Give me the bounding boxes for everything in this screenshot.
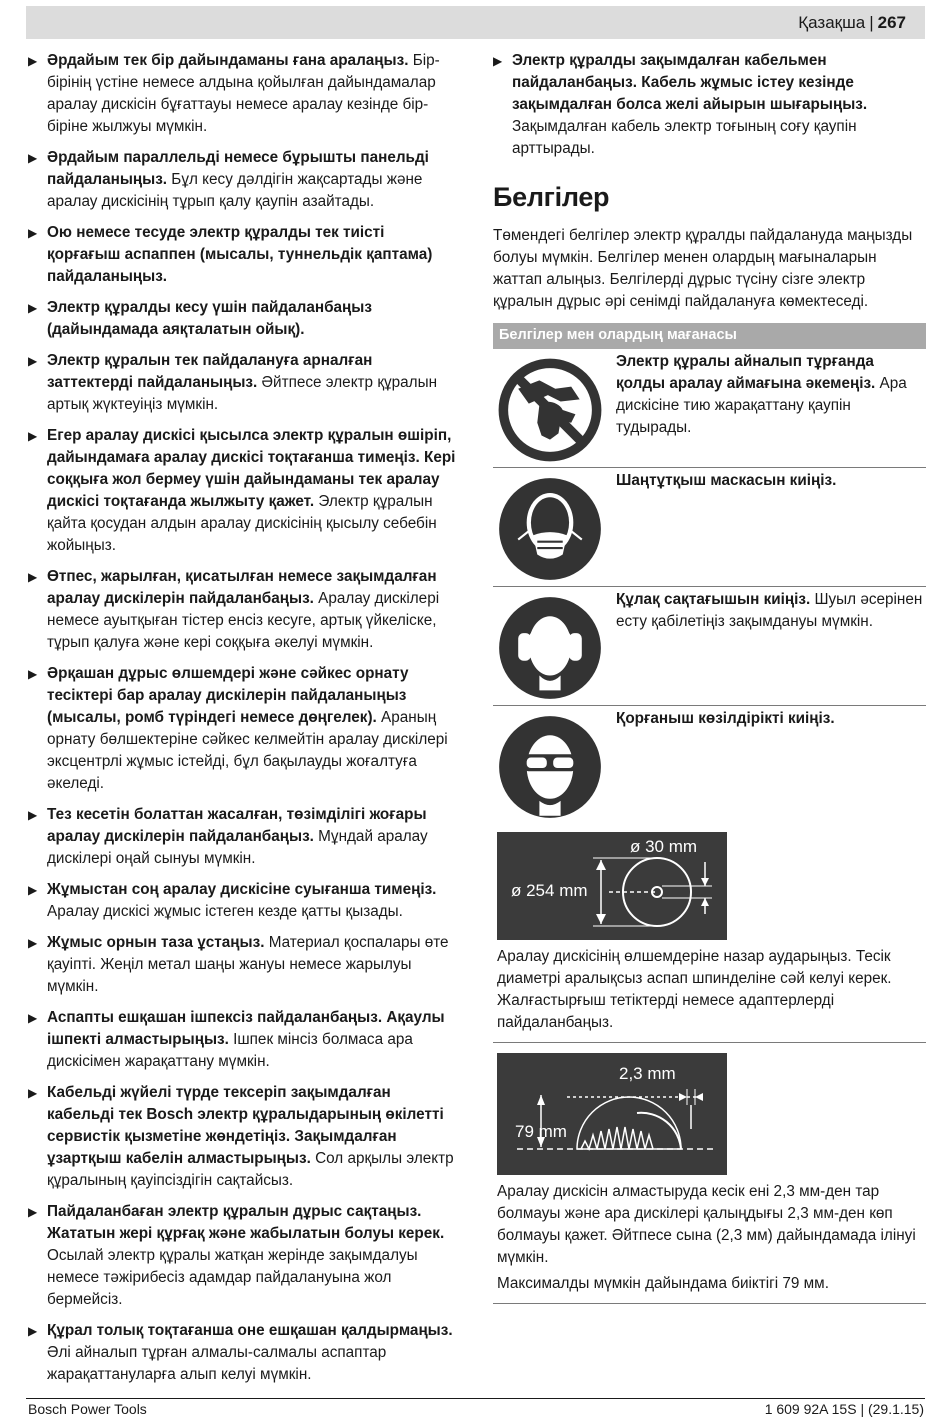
bullet-bold: Ою немесе тесуде электр құралды тек тиісті қорғағыш аспаппен (мысалы, туннельдік қаптама) пайдаланыңыз. bbox=[47, 224, 433, 285]
bullet-bold: Электр құралын тек пайдалануға арналған заттектерді пайдаланыңыз. bbox=[47, 352, 373, 391]
ear-protection-icon bbox=[497, 595, 603, 701]
page-number: 267 bbox=[877, 13, 906, 32]
list-item bbox=[28, 879, 460, 923]
symbol-description bbox=[616, 468, 926, 492]
list-item bbox=[28, 1082, 460, 1192]
bullet-text: Ішпек мінсіз болмаса ара дискісімен жарақаттану мүмкін. bbox=[47, 1031, 413, 1070]
blade-size-block bbox=[493, 824, 926, 1043]
bullet-text: Сол арқылы электр құралының қауіпсіздігін сақтайсыз. bbox=[47, 1150, 454, 1189]
symbol-description bbox=[616, 706, 926, 730]
blade-diameter-diagram bbox=[497, 832, 727, 940]
symbols-table-header: Белгілер мен олардың мағанасы bbox=[493, 323, 926, 349]
bullet-bold: Жұмыс орнын таза ұстаңыз. bbox=[47, 934, 265, 951]
list-item bbox=[28, 566, 460, 654]
symbol-bold: Шаңтұтқыш маскасын киіңіз. bbox=[616, 472, 837, 489]
kerf-diagram bbox=[497, 1053, 727, 1175]
no-hand-icon bbox=[497, 357, 603, 463]
header-bar bbox=[26, 6, 925, 39]
symbol-text: Ара дискісіне тию жарақаттану қаупін тудырады. bbox=[616, 375, 907, 436]
bullet-bold: Аспапты ешқашан ішпексіз пайдаланбаңыз. Ақаулы ішпекті алмастырыңыз. bbox=[47, 1009, 445, 1048]
list-item bbox=[28, 297, 460, 341]
list-item bbox=[28, 1201, 460, 1311]
bullet-bold: Пайдаланбаған электр құралын дұрыс сақтаңыз. Жататын жері құрғақ және жабылатын болуы керек. bbox=[47, 1203, 445, 1242]
footer-doc-number: 1 609 92A 15S | (29.1.15) bbox=[764, 1401, 924, 1417]
footer-brand: Bosch Power Tools bbox=[28, 1401, 147, 1417]
bullet-bold: Тез кесетін болаттан жасалған, төзімділігі жоғары аралау дискілерін пайдаланбаңыз. bbox=[47, 806, 427, 845]
bullet-text: Электр құралын қайта қосудан алдын аралау дискісінің қысылу себебін жойыңыз. bbox=[47, 493, 437, 554]
bullet-bold: Жұмыстан соң аралау дискісіне суығанша тимеңіз. bbox=[47, 881, 437, 898]
bullet-bold: Кабельді жүйелі түрде тексеріп зақымдалған кабельді тек Bosch электр құралыдарының өкілетті сервистік қызметіне жөндетіңіз. Зақымдалған ұзартқыш кабелін алмастырыңыз. bbox=[47, 1084, 444, 1167]
symbol-bold: Құлақ сақтағышын киіңіз. bbox=[616, 591, 811, 608]
list-item bbox=[28, 147, 460, 213]
bullet-bold: Электр құралды кесу үшін пайдаланбаңыз (дайындамада аяқталатын ойық). bbox=[47, 299, 372, 338]
bullet-bold: Әрқашан дұрыс өлшемдері және сәйкес орнату тесіктері бар аралау дискілерін пайдаланыңыз (мысалы, ромб түріндегі немесе дөңгелек). bbox=[47, 665, 409, 726]
bullet-text: Аралау дискісі жұмыс істеген кезде қатты қызады. bbox=[47, 903, 403, 920]
left-column bbox=[28, 50, 460, 1395]
bullet-bold: Электр құралды зақымдалған кабельмен пайдаланбаңыз. Кабель жұмыс істеу кезінде зақымдалған болса желі айырын шығарыңыз. bbox=[512, 52, 868, 113]
bore-diameter-label: ø 30 mm bbox=[630, 837, 698, 856]
safety-goggles-icon bbox=[497, 714, 603, 820]
dust-mask-icon bbox=[497, 476, 603, 582]
bullet-text: Мұндай аралау дискілері оңай сынуы мүмкін. bbox=[47, 828, 428, 867]
bullet-text: Бұл кесу дәлдігін жақсартады және аралау дискісінің тұрып қалу қаупін азайтады. bbox=[47, 171, 423, 210]
bullet-text: Зақымдалған кабель электр тоғының соғу қаупін арттырады. bbox=[512, 118, 857, 157]
kerf-width-label: 2,3 mm bbox=[619, 1064, 676, 1083]
max-height-text: Максималды мүмкін дайындама биіктігі 79 мм. bbox=[497, 1275, 829, 1292]
section-title: Белгілер bbox=[493, 182, 610, 212]
footer-divider bbox=[26, 1398, 925, 1399]
list-item bbox=[28, 350, 460, 416]
list-item bbox=[28, 50, 460, 138]
kerf-block bbox=[493, 1043, 926, 1304]
symbol-description bbox=[616, 349, 926, 439]
bullet-text: Осылай электр құралы жатқан жерінде зақымдалуы немесе тәжірибесіз адамдар пайдалануына жол бермейсіз. bbox=[47, 1247, 418, 1308]
bullet-text: Материал қоспалары өте қауіпті. Жеңіл метал шаңы жануы немесе жарылуы мүмкін. bbox=[47, 934, 449, 995]
bullet-bold: Егер аралау дискісі қысылса электр құралын өшіріп, дайындамаға аралау дискісі тоқтағанша тимеңіз. Кері соққыға жол бермеу үшін дайындаманы тек аралау дискісі тоқтағанда жылжыту қажет. bbox=[47, 427, 456, 510]
bullet-text: Аралау дискілері немесе ауытқыған тістер енсіз кесуге, артық үйкеліске, тұрып қалуға және кері соққыға әкелуі мүмкін. bbox=[47, 590, 440, 651]
bullet-bold: Құрал толық тоқтағанша оне ешқашан қалдырмаңыз. bbox=[47, 1322, 453, 1339]
bullet-bold: Әрдайым параллельді немесе бұрышты панельді пайдаланыңыз. bbox=[47, 149, 429, 188]
symbol-description bbox=[616, 587, 926, 633]
blade-diameter-label: ø 254 mm bbox=[511, 881, 588, 900]
symbol-row bbox=[493, 349, 926, 468]
bullet-text: Әйтпесе электр құралын артық жүктеуіңіз мүмкін. bbox=[47, 374, 438, 413]
list-item bbox=[28, 425, 460, 557]
list-item bbox=[28, 663, 460, 795]
list-item bbox=[28, 222, 460, 288]
bullet-text: Араның орнату бөлшектеріне сәйкес келмейтін аралау дискілері эксцентрлі жұмыс істейді, бұл бақылауды жоғалтуға әкеледі. bbox=[47, 709, 448, 792]
symbol-text: Шуыл әсерінен есту қабілетіңіз зақымдануы мүмкін. bbox=[616, 591, 923, 630]
bullet-bold: Әрдайым тек бір дайындаманы ғана аралаңыз. bbox=[47, 52, 409, 69]
page-header: Қазақша | 267 bbox=[798, 13, 906, 32]
list-item bbox=[493, 50, 926, 160]
symbol-row bbox=[493, 706, 926, 824]
list-item bbox=[28, 1320, 460, 1386]
blade-size-text: Аралау дискісінің өлшемдеріне назар аударыңыз. Тесік диаметрі аралықсыз аспап шпинделіне сәй келуі керек. Жалғастырғыш тетіктерді немесе адаптерлерді пайдаланбаңыз. bbox=[497, 948, 892, 1031]
symbol-bold: Электр құралы айналып тұрғанда қолды аралау аймағына әкемеңіз. bbox=[616, 353, 876, 392]
symbol-row bbox=[493, 468, 926, 587]
section-intro: Төмендегі белгілер электр құралды пайдалануда маңызды болуы мүмкін. Белгілер менен олардың мағыналарын жаттап алыңыз. Белгілерді дұрыс түсіну сізге электр құралын дұрыс әрі сенімді пайдалануға көмектеседі. bbox=[493, 227, 913, 310]
right-column bbox=[493, 50, 926, 1304]
list-item bbox=[28, 932, 460, 998]
bullet-text: Әлі айналып тұрған алмалы-салмалы аспаптар жарақаттануларға алып келуі мүмкін. bbox=[47, 1344, 387, 1383]
bullet-bold: Өтпес, жарылған, қисатылған немесе зақымдалған аралау дискілерін пайдаланбаңыз. bbox=[47, 568, 437, 607]
list-item bbox=[28, 1007, 460, 1073]
symbol-row bbox=[493, 587, 926, 706]
symbol-bold: Қорғаныш көзілдірікті киіңіз. bbox=[616, 710, 835, 727]
list-item bbox=[28, 804, 460, 870]
cut-height-label: 79 mm bbox=[515, 1122, 567, 1141]
kerf-text: Аралау дискісін алмастыруда кесік ені 2,3 мм-ден тар болмауы және ара дискілері қалыңдығы 2,3 мм-ден көп болмауы қажет. Әйтпесе сына (2,3 мм) дайындамада ілінуі мүмкін. bbox=[497, 1183, 916, 1266]
language-label: Қазақша bbox=[798, 13, 866, 32]
bullet-text: Бір-бірінің үстіне немесе алдына қойылған дайындамалар аралау дискісін бұғаттауы немесе аралау кезінде бір-біріне жылжуы мүмкін. bbox=[47, 52, 440, 135]
